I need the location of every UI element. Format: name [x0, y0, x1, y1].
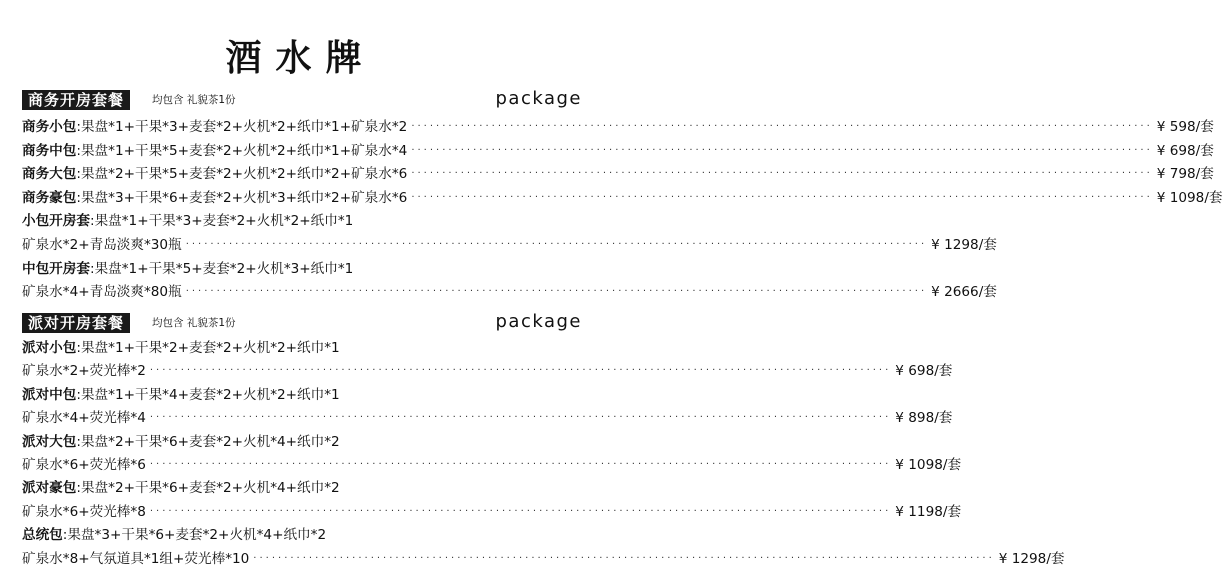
package-price: ¥ 798/套: [1156, 166, 1214, 183]
dot-leader: ························································································································: [253, 552, 995, 564]
menu-line: [22, 360, 953, 382]
section-badge: 派对开房套餐: [22, 313, 130, 333]
package-contents: 果盘*1+干果*2+麦套*2+火机*2+纸巾*1: [80, 340, 340, 356]
menu-line: [22, 187, 1223, 209]
section-header-party: [22, 311, 582, 337]
package-price: ¥ 1098/套: [1156, 189, 1223, 206]
colon: :: [76, 340, 81, 356]
menu-line: [22, 210, 558, 232]
package-contents: 果盘*3+干果*6+麦套*2+火机*3+纸巾*2+矿泉水*6: [80, 189, 408, 206]
package-contents: 果盘*1+干果*3+麦套*2+火机*2+纸巾*1+矿泉水*2: [80, 119, 408, 135]
colon: :: [76, 166, 81, 183]
dot-leader: ························································································································: [149, 365, 892, 377]
menu-line: [22, 407, 953, 429]
dot-leader: ························································································································: [149, 505, 892, 517]
package-contents: 矿泉水*8+气氛道具*1组+荧光棒*10: [22, 550, 250, 567]
package-contents: 果盘*1+干果*5+麦套*2+火机*2+纸巾*1+矿泉水*4: [80, 142, 408, 159]
menu-line: [22, 524, 558, 546]
package-label: package: [495, 88, 582, 109]
colon: :: [76, 119, 81, 135]
package-name: 商务大包: [22, 166, 77, 183]
section-note: 均包含 礼貌茶1份: [152, 94, 236, 106]
package-name: 派对小包: [22, 340, 77, 356]
section-note: 均包含 礼貌茶1份: [152, 317, 236, 329]
package-name: 总统包: [22, 527, 63, 544]
menu-line: [22, 337, 558, 359]
menu-line: [22, 384, 558, 406]
package-contents: 果盘*2+干果*5+麦套*2+火机*2+纸巾*2+矿泉水*6: [80, 166, 408, 183]
package-contents: 果盘*1+干果*5+麦套*2+火机*3+纸巾*1: [94, 260, 354, 277]
colon: :: [76, 189, 81, 206]
dot-leader: ························································································································: [185, 239, 928, 250]
package-price: ¥ 698/套: [1156, 142, 1214, 159]
package-price: ¥ 1298/套: [931, 237, 997, 253]
package-contents: 矿泉水*2+荧光棒*2: [22, 363, 146, 380]
colon: :: [76, 433, 81, 450]
menu-line: [22, 258, 558, 280]
package-name: 派对豪包: [22, 480, 77, 497]
menu-line: [22, 116, 1214, 138]
colon: :: [89, 213, 95, 230]
dot-leader: ························································································································: [411, 168, 1153, 180]
menu-line: [22, 163, 1214, 185]
package-contents: 果盘*1+干果*4+麦套*2+火机*2+纸巾*1: [80, 386, 340, 403]
package-name: 派对中包: [22, 386, 77, 403]
package-price: ¥ 2666/套: [931, 284, 997, 301]
dot-leader: ························································································································: [411, 191, 1153, 203]
package-name: 商务中包: [22, 142, 77, 159]
menu-line: [22, 140, 1214, 162]
menu-line: [22, 234, 997, 256]
package-price: ¥ 1298/套: [998, 550, 1065, 567]
dot-leader: ························································································································: [411, 121, 1153, 132]
package-contents: 矿泉水*2+青岛淡爽*30瓶: [22, 237, 182, 253]
dot-leader: ························································································································: [149, 459, 892, 470]
package-price: ¥ 898/套: [895, 410, 953, 427]
colon: :: [89, 260, 95, 277]
package-contents: 矿泉水*4+荧光棒*4: [22, 410, 146, 427]
menu-line: [22, 431, 558, 453]
menu-line: [22, 281, 997, 303]
package-contents: 矿泉水*6+荧光棒*6: [22, 457, 146, 473]
menu-line: [22, 501, 962, 523]
package-price: ¥ 698/套: [895, 363, 953, 380]
colon: :: [62, 527, 68, 544]
menu-line: [22, 477, 558, 499]
menu-line: [22, 454, 962, 476]
dot-leader: ························································································································: [149, 412, 892, 424]
page-title: 酒水牌: [225, 38, 376, 79]
dot-leader: ························································································································: [185, 286, 928, 298]
package-name: 商务豪包: [22, 189, 77, 206]
package-price: ¥ 1198/套: [895, 503, 962, 520]
package-contents: 果盘*2+干果*6+麦套*2+火机*4+纸巾*2: [80, 433, 340, 450]
package-price: ¥ 1098/套: [895, 457, 962, 473]
menu-line: [22, 548, 1065, 570]
package-price: ¥ 598/套: [1156, 119, 1214, 135]
colon: :: [76, 386, 81, 403]
section-header-business: [22, 88, 582, 114]
package-label: package: [495, 311, 582, 332]
package-contents: 果盘*1+干果*3+麦套*2+火机*2+纸巾*1: [94, 213, 354, 230]
colon: :: [76, 480, 81, 497]
package-contents: 果盘*2+干果*6+麦套*2+火机*4+纸巾*2: [80, 480, 340, 497]
package-name: 中包开房套: [22, 260, 90, 277]
package-contents: 矿泉水*6+荧光棒*8: [22, 503, 146, 520]
package-contents: 矿泉水*4+青岛淡爽*80瓶: [22, 284, 182, 301]
package-name: 商务小包: [22, 119, 77, 135]
colon: :: [76, 142, 81, 159]
package-name: 派对大包: [22, 433, 77, 450]
package-name: 小包开房套: [22, 213, 90, 230]
package-contents: 果盘*3+干果*6+麦套*2+火机*4+纸巾*2: [67, 527, 327, 544]
dot-leader: ························································································································: [411, 144, 1153, 156]
section-badge: 商务开房套餐: [22, 90, 130, 110]
